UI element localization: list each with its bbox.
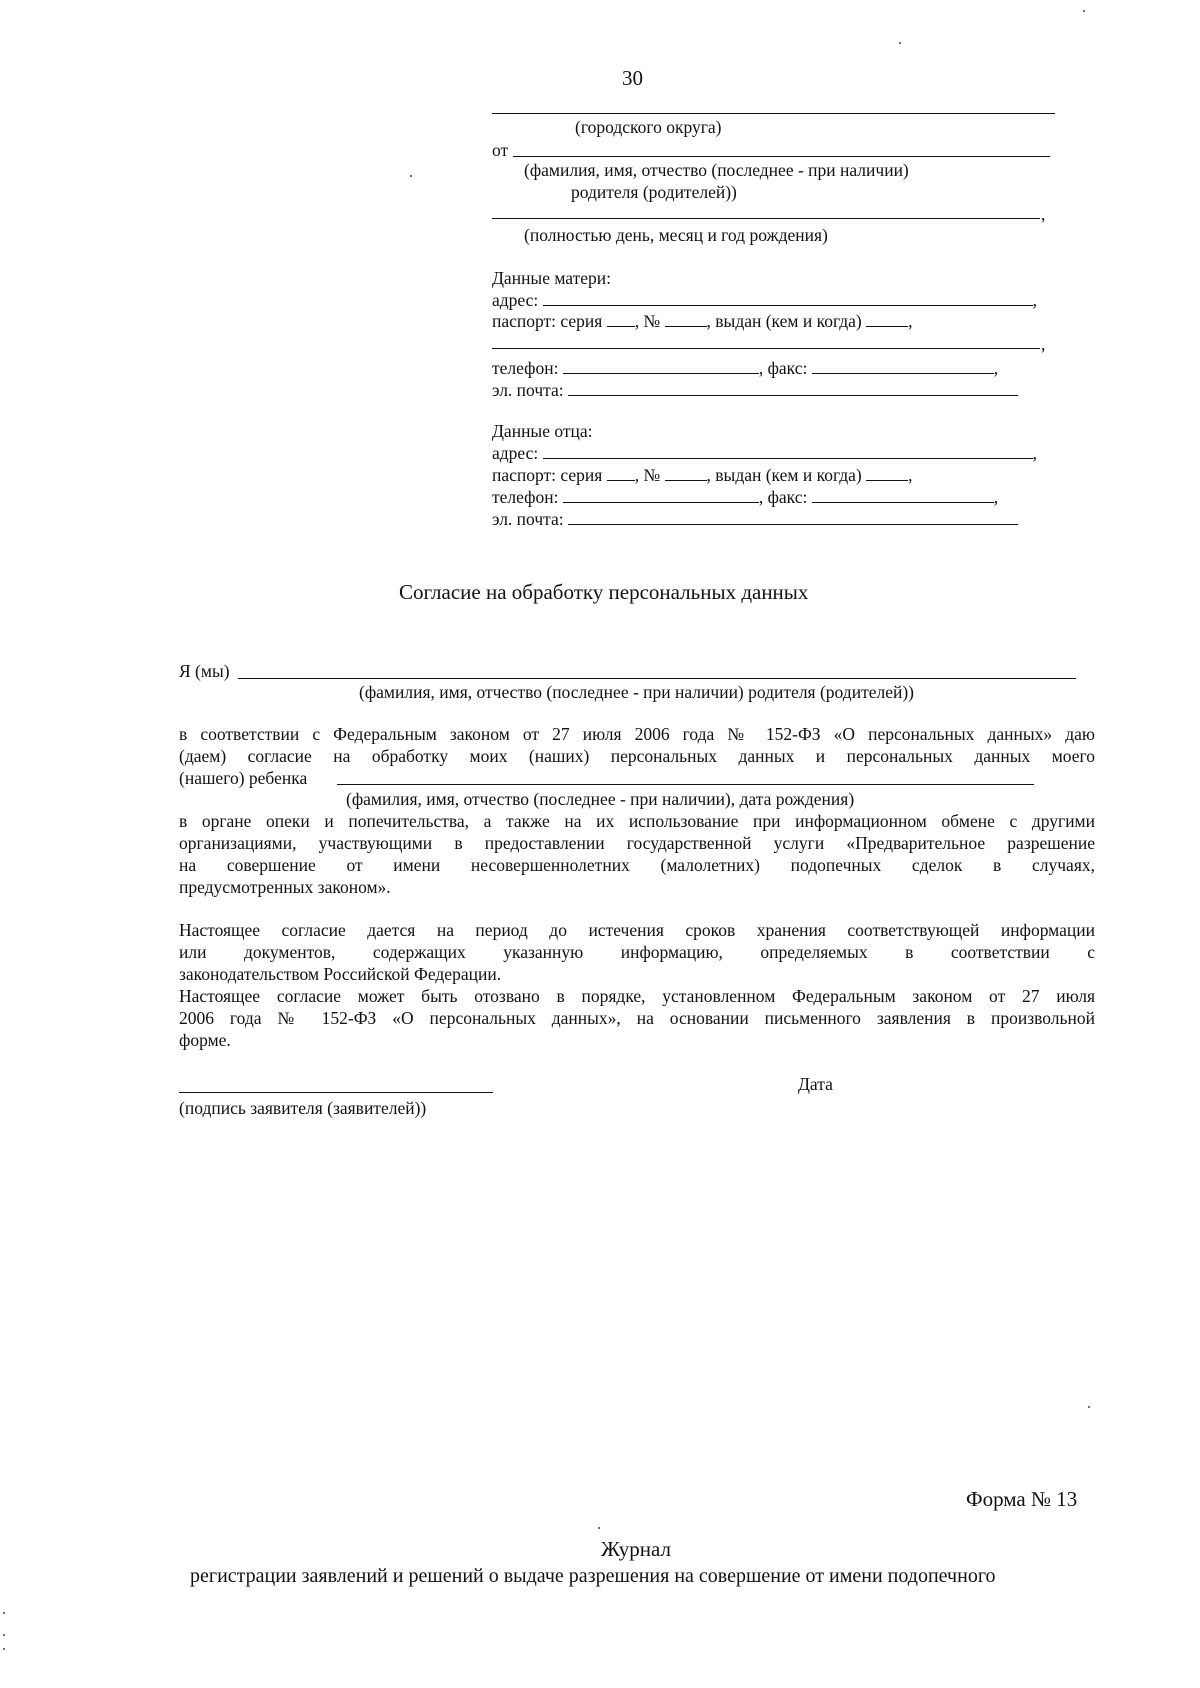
birth-caption: (полностью день, месяц и год рождения): [524, 225, 828, 245]
para4-line2: 2006 года № 152-ФЗ «О персональных данных», на основании письменного заявления в произвольной: [179, 1008, 1095, 1028]
para3-line2: или документов, содержащих указанную информацию, определяемых в соответствии с: [179, 942, 1095, 962]
father-passport-series-field[interactable]: [607, 465, 635, 481]
birth-line-comma: ,: [1041, 204, 1046, 224]
page-number: 30: [622, 66, 643, 90]
para2-line3: на совершение от имени несовершеннолетних (малолетних) подопечных сделок в случаях,: [179, 855, 1095, 875]
mother-email-field[interactable]: [568, 380, 1018, 396]
para2-line4: предусмотренных законом».: [179, 877, 391, 897]
father-phone-field[interactable]: [563, 487, 759, 503]
date-label: Дата: [798, 1074, 833, 1094]
district-line: [492, 113, 1055, 114]
mother-passport-label: паспорт: серия: [492, 311, 603, 331]
scan-speck: [410, 175, 412, 177]
mother-phone-label: телефон:: [492, 358, 559, 378]
father-fax-label: факс:: [767, 487, 808, 507]
father-phone-row: телефон: , факс: ,: [492, 487, 999, 507]
para2-line1: в органе опеки и попечительства, а также на их использование при информационном обмене с другими: [179, 811, 1095, 831]
father-email-field[interactable]: [568, 509, 1018, 525]
child-field[interactable]: [337, 784, 1034, 785]
mother-extra-comma: ,: [1041, 334, 1046, 354]
parent-caption: (фамилия, имя, отчество (последнее - при наличии) родителя (родителей)): [359, 682, 915, 702]
mother-phone-field[interactable]: [563, 358, 759, 374]
father-address-label: адрес:: [492, 443, 539, 463]
scan-speck: [3, 1634, 5, 1636]
birth-line[interactable]: [492, 218, 1040, 219]
scan-speck: [598, 1527, 600, 1529]
para3-line3: законодательством Российской Федерации.: [179, 964, 502, 984]
para1-line2: (даем) согласие на обработку моих (наших) персональных данных и персональных данных моего: [179, 746, 1095, 766]
para4-line3: форме.: [179, 1030, 231, 1050]
mother-title: Данные матери:: [492, 268, 611, 288]
mother-passport-no-label: №: [643, 311, 661, 331]
father-passport-issued-label: выдан (кем и когда): [715, 465, 862, 485]
parent-caption-1: (фамилия, имя, отчество (последнее - при наличии): [524, 160, 909, 180]
mother-fax-label: факс:: [767, 358, 808, 378]
father-passport-number-field[interactable]: [665, 465, 707, 481]
signature-caption: (подпись заявителя (заявителей)): [179, 1098, 427, 1118]
journal-subtitle: регистрации заявлений и решений о выдаче разрешения на совершение от имени подопечного: [190, 1565, 996, 1587]
district-caption: (городского округа): [575, 117, 722, 137]
i-we-field[interactable]: [238, 678, 1076, 679]
para2-line2: организациями, участвующими в предоставлении государственной услуги «Предварительное разрешение: [179, 833, 1095, 853]
para4-line1: Настоящее согласие может быть отозвано в порядке, установленном Федеральным законом от 27 июля: [179, 986, 1095, 1006]
father-passport-no-label: №: [643, 465, 661, 485]
father-email-label: эл. почта:: [492, 509, 564, 529]
father-address-field[interactable]: [543, 443, 1033, 459]
father-phone-label: телефон:: [492, 487, 559, 507]
from-label: от: [492, 140, 509, 160]
mother-fax-field[interactable]: [812, 358, 994, 374]
mother-passport-row: паспорт: серия , № , выдан (кем и когда) ,: [492, 311, 913, 331]
mother-address-row: адрес: ,: [492, 290, 1038, 310]
para1-line1: в соответствии с Федеральным законом от 27 июля 2006 года № 152-ФЗ «О персональных данных» даю: [179, 724, 1095, 744]
mother-email-label: эл. почта:: [492, 380, 564, 400]
mother-email-row: [492, 380, 1018, 400]
father-address-row: адрес: ,: [492, 443, 1038, 463]
child-caption: (фамилия, имя, отчество (последнее - при наличии), дата рождения): [346, 789, 855, 809]
signature-field[interactable]: [179, 1092, 493, 1093]
scan-speck: [899, 42, 901, 44]
form-number: Форма № 13: [966, 1487, 1078, 1511]
father-passport-label: паспорт: серия: [492, 465, 603, 485]
mother-extra-line[interactable]: [492, 348, 1040, 349]
journal-title: Журнал: [601, 1537, 672, 1561]
scan-speck: [3, 1612, 5, 1614]
scan-speck: [1088, 1406, 1090, 1408]
mother-passport-issued-field[interactable]: [866, 311, 908, 327]
i-we-label: Я (мы): [179, 661, 230, 681]
father-passport-row: паспорт: серия , № , выдан (кем и когда) ,: [492, 465, 913, 485]
father-email-row: [492, 509, 1018, 529]
scan-speck: [3, 1648, 5, 1650]
mother-address-label: адрес:: [492, 290, 539, 310]
father-passport-issued-field[interactable]: [866, 465, 908, 481]
mother-passport-issued-label: выдан (кем и когда): [715, 311, 862, 331]
scan-speck: [1083, 10, 1085, 12]
mother-phone-row: телефон: , факс: ,: [492, 358, 999, 378]
mother-address-field[interactable]: [543, 290, 1033, 306]
para1-line3: (нашего) ребенка: [179, 768, 308, 788]
consent-title: Согласие на обработку персональных данных: [399, 580, 809, 604]
parent-caption-2: родителя (родителей)): [571, 182, 737, 202]
father-title: Данные отца:: [492, 421, 593, 441]
mother-passport-series-field[interactable]: [607, 311, 635, 327]
from-line[interactable]: [513, 156, 1050, 157]
para3-line1: Настоящее согласие дается на период до истечения сроков хранения соответствующей информации: [179, 920, 1095, 940]
father-fax-field[interactable]: [812, 487, 994, 503]
mother-passport-number-field[interactable]: [665, 311, 707, 327]
